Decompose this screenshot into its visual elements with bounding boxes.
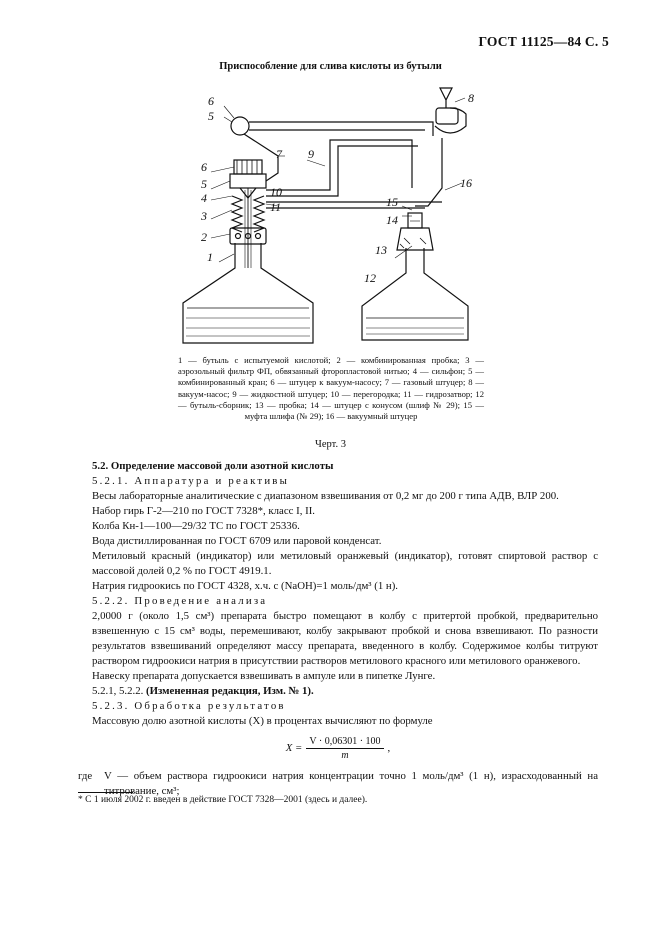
bottle-right [362, 248, 468, 340]
pipe-9 [266, 140, 412, 190]
label-3: 3 [201, 209, 207, 223]
section-heading-5-2-3: 5.2.3. Обработка результатов [92, 700, 286, 712]
label-12: 12 [364, 271, 376, 285]
section-heading-5-2-1: 5.2.1. Аппаратура и реактивы [92, 475, 290, 487]
label-13: 13 [375, 243, 387, 257]
document-body [78, 459, 598, 799]
figure-title: Приспособление для слива кислоты из бутыли [219, 61, 442, 72]
paragraph: Колба Кн-1—100—29/32 ТС по ГОСТ 25336. [92, 520, 300, 532]
pipe-gas [249, 122, 433, 136]
label-2: 2 [201, 230, 207, 244]
figure-caption: 1 — бутыль с испытуемой кислотой; 2 — комбинированная пробка; 3 — аэрозольный фильтр ФП, обвязанный фторопластовой нитью; 4 — сильфон; 5 — комбинированный кран; 6 — штуцер к вакуум-насосу; 7 — газовый штуцер; 8 — вакуум-насос; 9 — жидкостной штуцер; 10 — перегородка; 11 — гидрозатвор; 12 — бутыль-сборник; 13 — пробка; 14 — штуцер с конусом (шлиф № 29); 15 — муфта шлифа (№ 29); 16 — вакуумный штуцер [178, 355, 484, 422]
footnote-rule [78, 792, 133, 793]
label-8: 8 [468, 91, 474, 105]
paragraph: Вода дистиллированная по ГОСТ 6709 или паровой конденсат. [92, 535, 382, 547]
where-label: где [78, 770, 93, 782]
section-heading-5-2-2: 5.2.2. Проведение анализа [92, 595, 268, 607]
paragraph: Весы лабораторные аналитические с диапазоном взвешивания от 0,2 мг до 200 г типа АДВ, ВЛР 200. [92, 490, 559, 502]
label-6a: 6 [201, 160, 207, 174]
footnote: * С 1 июля 2002 г. введен в действие ГОСТ 7328—2001 (здесь и далее). [78, 795, 368, 805]
paragraph: Метиловый красный (индикатор) или метиловый оранжевый (индикатор), готовят спиртовой раствор с массовой долей 0,2 % по ГОСТ 4919.1. [92, 550, 598, 577]
figure-number: Черт. 3 [315, 439, 346, 450]
formula-numerator: V · 0,06301 · 100 [306, 735, 383, 749]
label-4: 4 [201, 191, 207, 205]
label-11: 11 [270, 200, 282, 214]
label-6b: 6 [208, 94, 214, 108]
label-5b: 5 [208, 109, 214, 123]
page-header: ГОСТ 11125—84 С. 5 [478, 34, 609, 49]
vacuum-pump [440, 88, 452, 108]
amendment-note [78, 684, 598, 699]
apparatus-diagram [150, 78, 490, 353]
label-7: 7 [276, 147, 282, 161]
paragraph: Набор гирь Г-2—210 по ГОСТ 7328*, класс I, II. [92, 505, 315, 517]
paragraph: Натрия гидроокись по ГОСТ 4328, х.ч. с (NaOH)=1 моль/дм³ (1 н). [92, 580, 399, 592]
formula-tail: , [387, 741, 391, 754]
formula-denominator: m [341, 749, 349, 761]
paragraph: Навеску препарата допускается взвешивать в ампуле или в пипетке Лунге. [92, 670, 436, 682]
amendment-ref: 5.2.1, 5.2.2. [92, 685, 144, 697]
label-5a: 5 [201, 177, 207, 191]
formula-fraction [306, 735, 383, 762]
label-1: 1 [207, 250, 213, 264]
section-heading-5-2: 5.2. Определение массовой доли азотной кислоты [92, 460, 334, 472]
label-16: 16 [460, 176, 472, 190]
label-15: 15 [386, 195, 398, 209]
pipe-16 [415, 138, 442, 206]
label-9: 9 [308, 147, 314, 161]
formula-lhs: X = [285, 741, 303, 754]
formula [78, 731, 598, 765]
label-10: 10 [270, 185, 282, 199]
amendment-text: (Измененная редакция, Изм. № 1). [146, 685, 314, 697]
paragraph: Массовую долю азотной кислоты (X) в процентах вычисляют по формуле [92, 715, 433, 727]
paragraph: 2,0000 г (около 1,5 см³) препарата быстро помещают в колбу с притертой пробкой, предварительно взвешенную с 15 см³ воды, перемешивают, колбу закрывают пробкой и снова взвешивают. По разности результатов взвешиваний определяют массу препарата, введенного в колбу. Содержимое колбы титруют раствором гидроокиси натрия в присутствии растворов метилового красного или метилового оранжевого. [92, 610, 598, 667]
where-text: V — объем раствора гидроокиси натрия концентрации точно 1 моль/дм³ (1 н), израсходованный на титрование, см³; [104, 770, 598, 797]
label-14: 14 [386, 213, 398, 227]
